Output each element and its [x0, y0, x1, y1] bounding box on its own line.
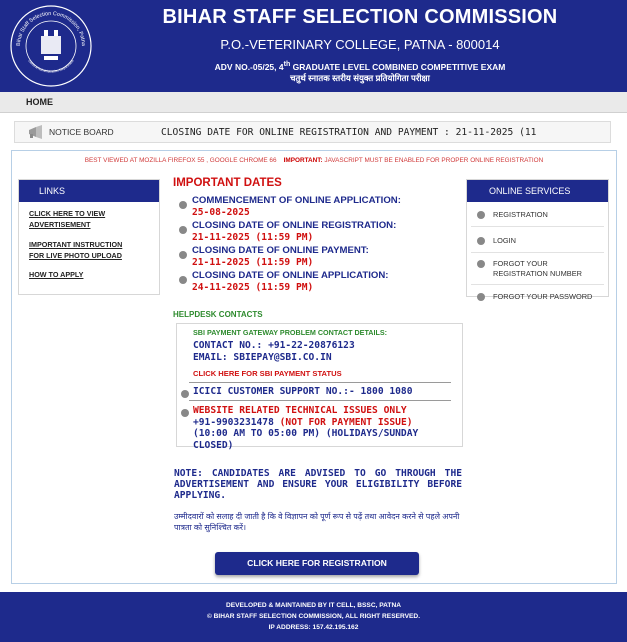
date-item	[176, 195, 470, 218]
links-header: LINKS	[19, 180, 159, 202]
date-value: 24-11-2025 (11:59 PM)	[192, 281, 314, 293]
date-label: CLOSING DATE OF ONLINE PAYMENT:	[192, 245, 369, 256]
bullet-icon	[179, 201, 187, 209]
notice-board-label: NOTICE BOARD	[49, 127, 114, 137]
date-label: CLOSING DATE OF ONLINE APPLICATION:	[192, 270, 389, 281]
bullet-icon	[179, 276, 187, 284]
date-value: 21-11-2025 (11:59 PM)	[192, 256, 314, 268]
bullet-icon	[179, 251, 187, 259]
adv-hindi: चतुर्थ स्नातक स्तरीय संयुक्त प्रतियोगिता परीक्षा	[290, 73, 430, 83]
sbi-email: EMAIL: SBIEPAY@SBI.CO.IN	[193, 351, 332, 363]
logo-emblem-icon	[8, 4, 94, 88]
adv-superscript: th	[283, 60, 291, 68]
date-label: CLOSING DATE OF ONLINE REGISTRATION:	[192, 220, 397, 231]
adv-suffix: GRADUATE LEVEL COMBINED COMPETITIVE EXAM	[290, 61, 506, 72]
megaphone-icon	[27, 125, 45, 139]
divider	[189, 400, 451, 401]
main-panel	[11, 150, 617, 584]
links-box	[18, 179, 160, 295]
important-label: IMPORTANT:	[283, 157, 323, 164]
website-support-title: WEBSITE RELATED TECHNICAL ISSUES ONLY	[193, 405, 407, 416]
divider	[189, 382, 451, 383]
date-value: 25-08-2025	[192, 206, 250, 218]
footer-ip: IP ADDRESS: 157.42.195.162	[268, 624, 359, 631]
eligibility-note-hindi: उम्मीदवारों को सलाह दी जाती है कि वे विज्ञापन को पूर्ण रूप से पढ़ें तथा आवेदन करने से पहले अपनी पात्रता को सुनिश्चित करें।	[174, 512, 460, 532]
site-title: BIHAR STAFF SELECTION COMMISSION	[162, 6, 558, 28]
bullet-icon	[477, 237, 485, 245]
bullet-icon	[181, 409, 189, 417]
date-item	[176, 270, 470, 293]
link-how-to-apply[interactable]: HOW TO APPLY	[29, 270, 84, 279]
website-support-not-payment: (NOT FOR PAYMENT ISSUE)	[273, 416, 413, 428]
footer-copyright: © BIHAR STAFF SELECTION COMMISSION, ALL RIGHT RESERVED.	[206, 613, 421, 620]
header	[0, 0, 627, 92]
online-services-header: ONLINE SERVICES	[467, 180, 608, 202]
best-viewed-text: BEST VIEWED AT MOZILLA FIREFOX 55 , GOOGLE CHROME 66	[84, 157, 277, 164]
important-text: JAVASCRIPT MUST BE ENABLED FOR PROPER ONLINE REGISTRATION	[322, 157, 544, 164]
notice-board	[14, 121, 611, 143]
service-forgot-password[interactable]: FORGOT YOUR PASSWORD	[471, 285, 604, 307]
sbi-contact	[193, 340, 355, 363]
important-dates-title: IMPORTANT DATES	[173, 177, 282, 189]
nav-bar	[0, 92, 627, 113]
eligibility-note: NOTE: CANDIDATES ARE ADVISED TO GO THROUGH THE ADVERTISEMENT AND ENSURE YOUR ELIGIBILITY BEFORE APPLYING.	[174, 468, 462, 501]
service-forgot-registration-number[interactable]: FORGOT YOUR REGISTRATION NUMBER	[471, 253, 604, 285]
browser-note	[12, 157, 616, 164]
service-login[interactable]: LOGIN	[471, 227, 604, 253]
link-photo-upload-instruction[interactable]: IMPORTANT INSTRUCTION FOR LIVE PHOTO UPLOAD	[29, 240, 123, 260]
website-support	[193, 405, 461, 451]
date-item	[176, 220, 470, 243]
bullet-icon	[181, 390, 189, 398]
sbi-title: SBI PAYMENT GATEWAY PROBLEM CONTACT DETAILS:	[193, 328, 388, 337]
bullet-icon	[179, 226, 187, 234]
adv-prefix: ADV NO.-05/25, 4	[214, 61, 284, 72]
helpdesk-title: HELPDESK CONTACTS	[173, 310, 263, 319]
website-support-hours: (10:00 AM TO 05:00 PM) (HOLIDAYS/SUNDAY CLOSED)	[193, 428, 419, 451]
logo-ring-bottom-text: General Administration Department	[27, 58, 75, 74]
nav-home-link[interactable]: HOME	[26, 97, 53, 107]
service-registration[interactable]: REGISTRATION	[471, 202, 604, 227]
bullet-icon	[477, 260, 485, 268]
website-support-phone: +91-9903231478	[193, 416, 274, 428]
notice-marquee[interactable]: CLOSING DATE FOR ONLINE REGISTRATION AND PAYMENT : 21-11-2025 (11	[161, 127, 537, 138]
bullet-icon	[477, 211, 485, 219]
date-label: COMMENCEMENT OF ONLINE APPLICATION:	[192, 195, 401, 206]
footer	[0, 592, 627, 642]
bssc-logo	[8, 4, 94, 88]
bullet-icon	[477, 293, 485, 301]
registration-button[interactable]: CLICK HERE FOR REGISTRATION	[215, 552, 419, 575]
sbi-phone: CONTACT NO.: +91-22-20876123	[193, 340, 355, 351]
sbi-payment-status-link[interactable]: CLICK HERE FOR SBI PAYMENT STATUS	[193, 369, 342, 378]
date-item	[176, 245, 470, 268]
adv-number	[100, 60, 620, 72]
logo-ring-top-text: Bihar Staff Selection Commission, Patna	[15, 10, 87, 47]
online-services-box	[466, 179, 609, 301]
helpdesk-box	[176, 323, 463, 451]
site-address: P.O.-VETERINARY COLLEGE, PATNA - 800014	[220, 37, 500, 52]
link-view-advertisement[interactable]: CLICK HERE TO VIEW ADVERTISEMENT	[29, 209, 106, 229]
footer-developed: DEVELOPED & MAINTAINED BY IT CELL, BSSC, PATNA	[226, 602, 401, 609]
icici-support: ICICI CUSTOMER SUPPORT NO.:- 1800 1080	[193, 386, 413, 397]
important-dates-list	[176, 195, 470, 295]
date-value: 21-11-2025 (11:59 PM)	[192, 231, 314, 243]
